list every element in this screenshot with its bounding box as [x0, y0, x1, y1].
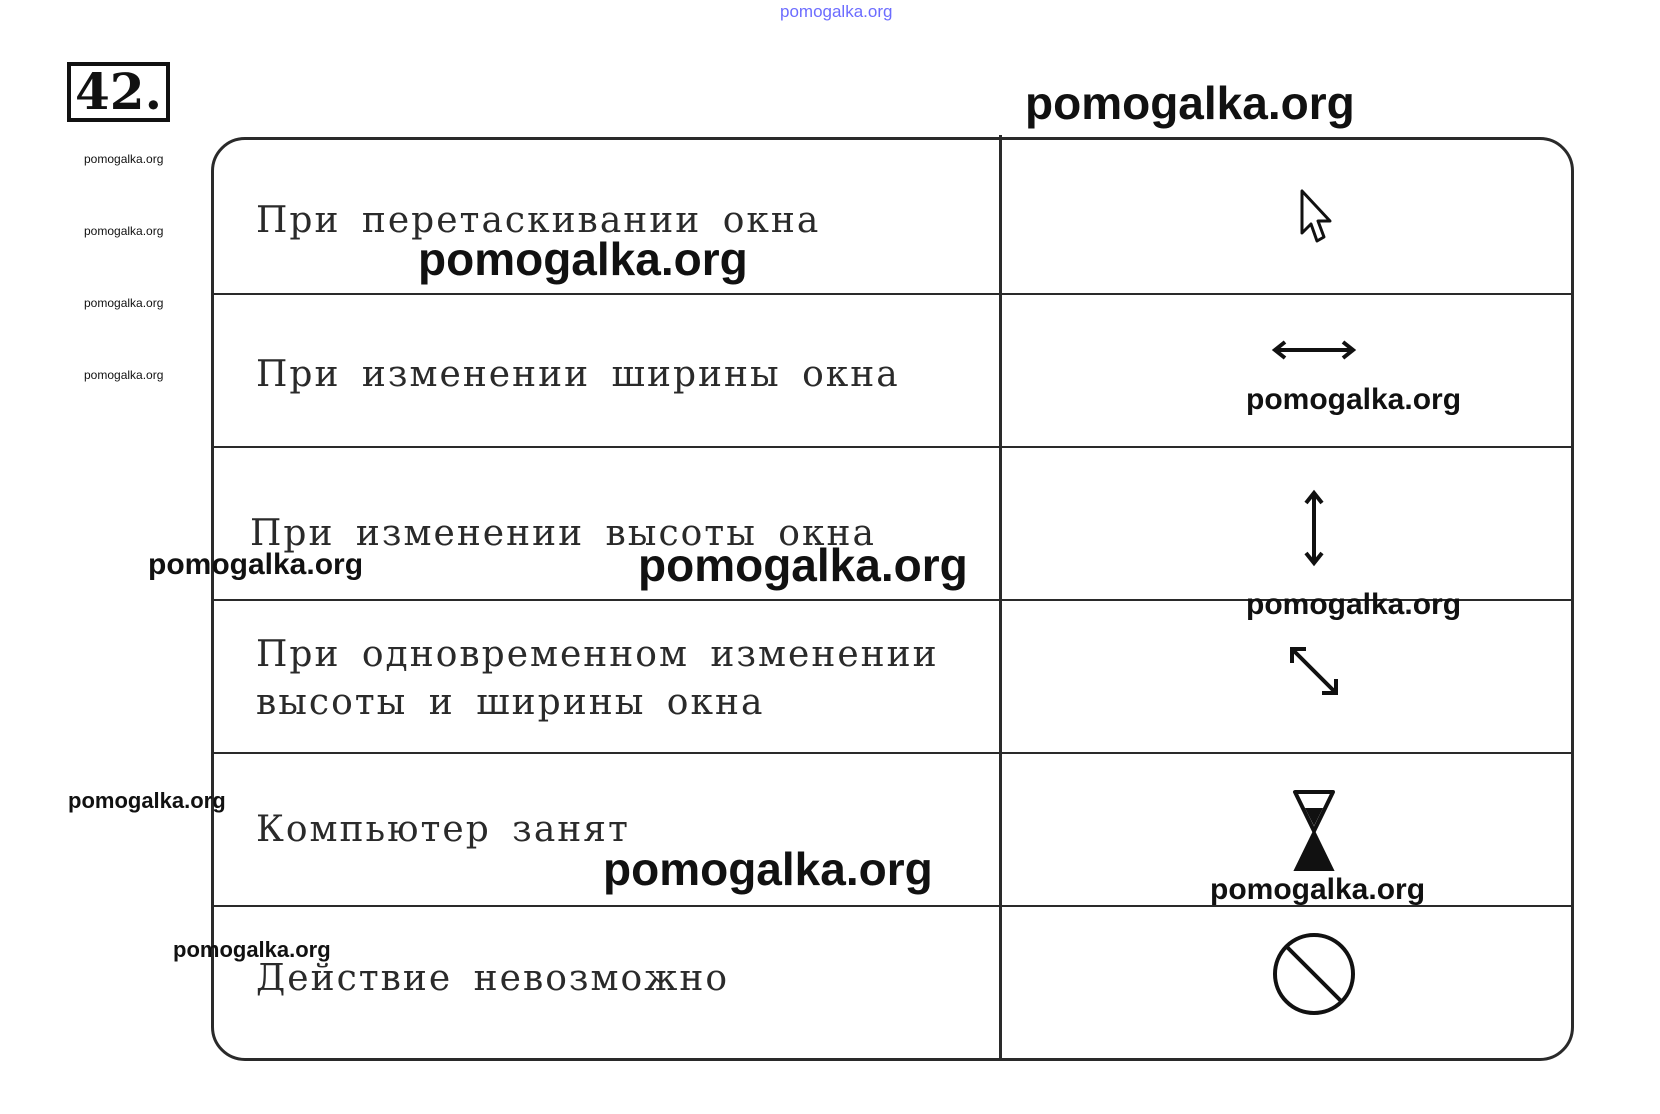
pointer-arrow-icon	[1234, 185, 1394, 285]
watermark: pomogalka.org	[638, 539, 968, 591]
watermark: pomogalka.org	[418, 233, 748, 285]
table-row	[214, 907, 1571, 1060]
watermark: pomogalka.org	[1246, 588, 1462, 621]
task-number: 42.	[67, 62, 170, 122]
table-row	[214, 601, 1571, 754]
watermark: pomogalka.org	[148, 548, 364, 581]
watermark: pomogalka.org	[84, 224, 164, 238]
row-label: При перетаскивании окна	[256, 200, 821, 241]
table-row	[214, 295, 1571, 448]
watermark: pomogalka.org	[173, 937, 331, 962]
watermark: pomogalka.org	[84, 296, 164, 310]
diagonal-resize-icon	[1234, 641, 1394, 741]
watermark: pomogalka.org	[84, 152, 164, 166]
unavailable-icon	[1234, 929, 1394, 1029]
row-label: При изменении ширины окна	[256, 354, 900, 395]
watermark: pomogalka.org	[68, 788, 226, 813]
watermark: pomogalka.org	[1025, 77, 1355, 129]
watermark: pomogalka.org	[84, 368, 164, 382]
watermark-top: pomogalka.org	[780, 2, 893, 21]
watermark: pomogalka.org	[603, 843, 933, 895]
row-label: Компьютер занят	[256, 809, 630, 850]
row-label: Действие невозможно	[256, 958, 729, 999]
row-label: При одновременном изменении высоты и ширины окна	[256, 634, 939, 723]
watermark: pomogalka.org	[1246, 383, 1462, 416]
row-label: При изменении высоты окна	[250, 513, 876, 554]
vertical-resize-icon	[1234, 488, 1394, 588]
watermark: pomogalka.org	[1210, 873, 1426, 906]
